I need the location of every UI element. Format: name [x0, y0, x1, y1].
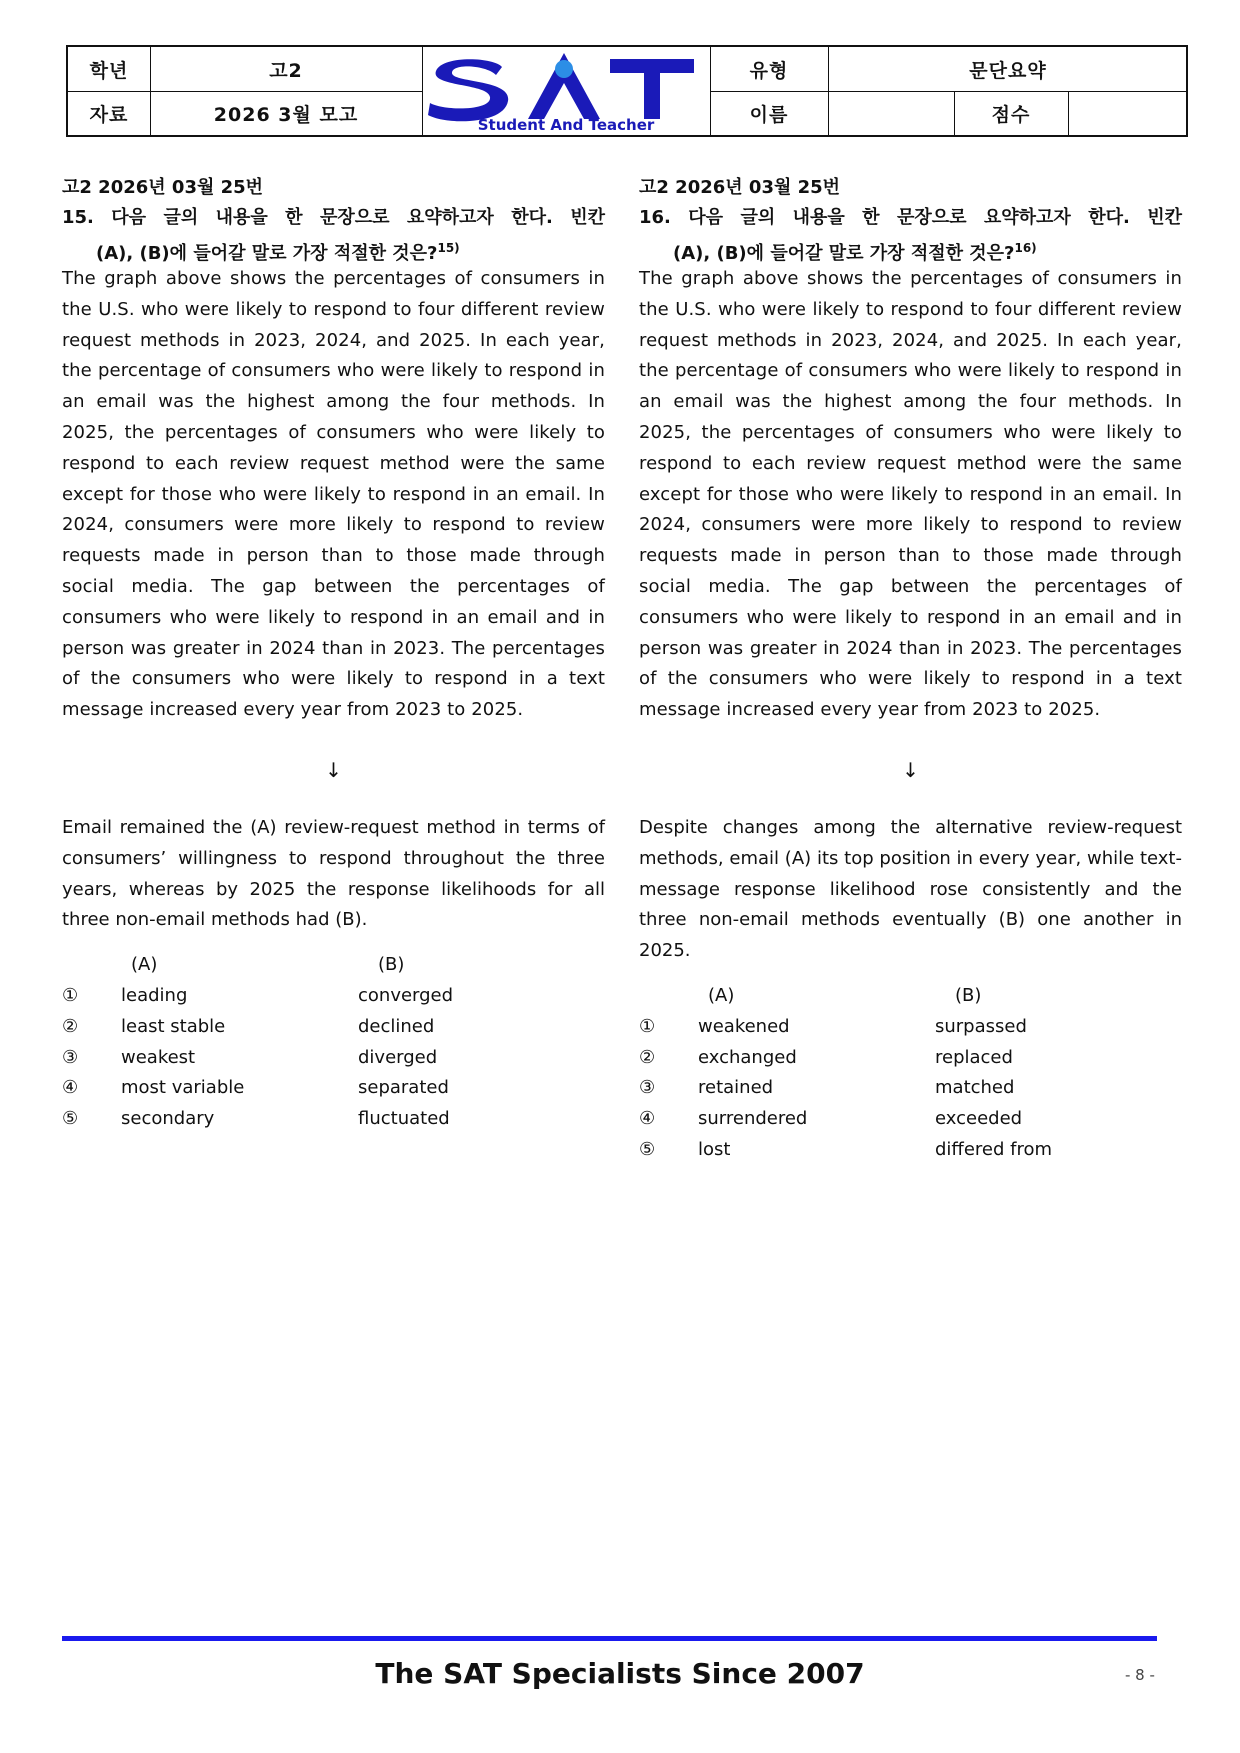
question-title: 16. 다음 글의 내용을 한 문장으로 요약하고자 한다. 빈칸: [639, 207, 1182, 228]
down-arrow-icon: ↓: [325, 757, 342, 782]
passage: The graph above shows the percentages of consumers in the U.S. who were likely to respond to four different review request methods in 2023, 2024, and 2025. In each year, the percentage of consumers who were likely to respond in an email was the highest among the four methods. In 2025, the percentages of consumers who were likely to respond to each review request method were the same except for those who were likely to respond in an email. In 2024, consumers were more likely to respond to review requests made in person than to those made through social media. The gap between the percentages of consumers who were likely to respond in an email and in person was greater in 2024 than in 2023. The percentages of the consumers who were likely to respond in a text message increased every year from 2023 to 2025.: [62, 268, 605, 721]
answer-options: [639, 981, 1182, 1166]
down-arrow-icon: ↓: [902, 757, 919, 782]
answer-option-5[interactable]: ⑤ lost differed from: [639, 1138, 1053, 1160]
logo-subtext: Student And Teacher: [477, 116, 655, 133]
page-number: - 8 -: [1125, 1666, 1155, 1684]
answer-option-5[interactable]: ⑤ secondary fluctuated: [62, 1108, 450, 1130]
source-value: 2026 3월 모고: [213, 103, 359, 126]
name-field[interactable]: [828, 91, 954, 135]
type-label: 유형: [749, 59, 789, 82]
name-label: 이름: [749, 103, 789, 126]
answer-options: [62, 950, 605, 1135]
sat-logo: [424, 49, 708, 133]
answer-option-4[interactable]: ④ most variable separated: [62, 1077, 449, 1099]
source-label: 자료: [89, 103, 129, 126]
answer-option-4[interactable]: ④ surrendered exceeded: [639, 1108, 1023, 1130]
summary-sentence: Despite changes among the alternative review-request methods, email (A) its top position in every year, while text-message response likelihood rose consistently and the three non-email methods eventually (B) one another in 2025.: [639, 816, 1182, 962]
footnote-marker: 16): [1014, 241, 1037, 255]
options-header: (A) (B): [131, 954, 405, 976]
question-15: [62, 173, 605, 1135]
passage: The graph above shows the percentages of consumers in the U.S. who were likely to respond to four different review request methods in 2023, 2024, and 2025. In each year, the percentage of consumers who were likely to respond in an email was the highest among the four methods. In 2025, the percentages of consumers who were likely to respond to each review request method were the same except for those who were likely to respond in an email. In 2024, consumers were more likely to respond to review requests made in person than to those made through social media. The gap between the percentages of consumers who were likely to respond in an email and in person was greater in 2024 than in 2023. The percentages of the consumers who were likely to respond in a text message increased every year from 2023 to 2025.: [639, 268, 1182, 721]
options-header: (A) (B): [708, 984, 982, 1006]
score-label: 점수: [991, 103, 1031, 126]
score-field[interactable]: [1068, 91, 1188, 135]
answer-option-3[interactable]: ③ weakest diverged: [62, 1046, 438, 1068]
question-16: [639, 173, 1182, 1166]
answer-option-2[interactable]: ② least stable declined: [62, 1015, 435, 1037]
answer-option-1[interactable]: ① weakened surpassed: [639, 1015, 1027, 1037]
question-source: 고2 2026년 03월 25번: [62, 177, 264, 198]
grade-value: 고2: [269, 59, 303, 82]
header-table: [66, 45, 1188, 137]
grade-label: 학년: [89, 59, 129, 82]
footnote-marker: 15): [437, 241, 460, 255]
answer-option-1[interactable]: ① leading converged: [62, 984, 454, 1006]
summary-sentence: Email remained the (A) review-request method in terms of consumers’ willingness to respond throughout the three years, whereas by 2025 the response likelihoods for all three non-email methods had (B).: [62, 816, 605, 931]
question-source: 고2 2026년 03월 25번: [639, 177, 841, 198]
answer-option-2[interactable]: ② exchanged replaced: [639, 1046, 1013, 1068]
footer-divider: [62, 1636, 1157, 1641]
answer-option-3[interactable]: ③ retained matched: [639, 1077, 1015, 1099]
footer-slogan: The SAT Specialists Since 2007: [375, 1657, 865, 1690]
question-title-line2: (A), (B)에 들어갈 말로 가장 적절한 것은?$^{16)}$: [673, 241, 1037, 264]
question-title-line2: (A), (B)에 들어갈 말로 가장 적절한 것은?$^{15)}$: [96, 241, 460, 264]
type-value: 문단요약: [969, 59, 1047, 82]
question-title: 15. 다음 글의 내용을 한 문장으로 요약하고자 한다. 빈칸: [62, 207, 605, 228]
